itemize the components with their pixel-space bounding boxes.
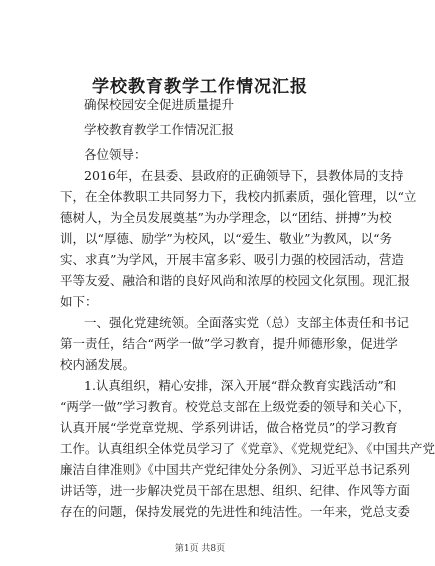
- paragraph-line: 第一责任，结合“两学一做”学习教育，提升师德形象，促进学: [60, 336, 398, 351]
- salutation-line: 各位领导：: [84, 147, 147, 162]
- paragraph-line: 讲话等，进一步解决党员干部在思想、组织、纪律、作风等方面: [60, 483, 411, 498]
- paragraph-line: 1.认真组织，精心安排，深入开展“群众教育实践活动”和: [84, 378, 397, 393]
- paragraph-line: 训，以“厚德、励学”为校风，以“爱生、敬业”为教风，以“务: [60, 231, 392, 246]
- page-number-footer: 第1页 共8页: [174, 544, 226, 554]
- document-title: 学校教育教学工作情况汇报: [92, 77, 308, 97]
- paragraph-line: 德树人，为全员发展奠基”为办学理念，以“团结、拼搏”为校: [60, 210, 392, 225]
- paragraph-line: 一、强化党建统领。全面落实党（总）支部主体责任和书记: [84, 315, 410, 330]
- paragraph-line: 平等友爱、融洽和谐的良好风尚和浓厚的校园文化氛围。现汇报: [60, 273, 411, 288]
- paragraph-line: 认真开展“学党章党规、学系列讲话，做合格党员”的学习教育: [60, 420, 398, 435]
- paragraph-line: 2016年，在县委、县政府的正确领导下，县教体局的支持: [84, 168, 404, 183]
- paragraph-line: 实、求真”为学风，开展丰富多彩、吸引力强的校园活动，营造: [60, 252, 404, 267]
- paragraph-line: 存在的问题，保持发展党的先进性和纯洁性。一年来，党总支委: [60, 504, 411, 519]
- document-body: [60, 94, 435, 522]
- report-heading-line: 学校教育教学工作情况汇报: [84, 122, 235, 137]
- subtitle-line: 确保校园安全促进质量提升: [84, 97, 235, 112]
- paragraph-line: “两学一做”学习教育。校党总支部在上级党委的领导和关心下，: [60, 399, 411, 414]
- paragraph-line: 校内涵发展。: [60, 357, 136, 372]
- paragraph-line: 如下：: [60, 294, 98, 309]
- paragraph-line: 廉洁自律准则》《中国共产党纪律处分条例》、习近平总书记系列: [60, 462, 411, 477]
- paragraph-line: 下，在全体教职工共同努力下，我校内抓素质，强化管理，以“立: [60, 189, 417, 204]
- paragraph-line: 工作。认真组织全体党员学习了《党章》、《党规党纪》、《中国共产党: [60, 441, 435, 456]
